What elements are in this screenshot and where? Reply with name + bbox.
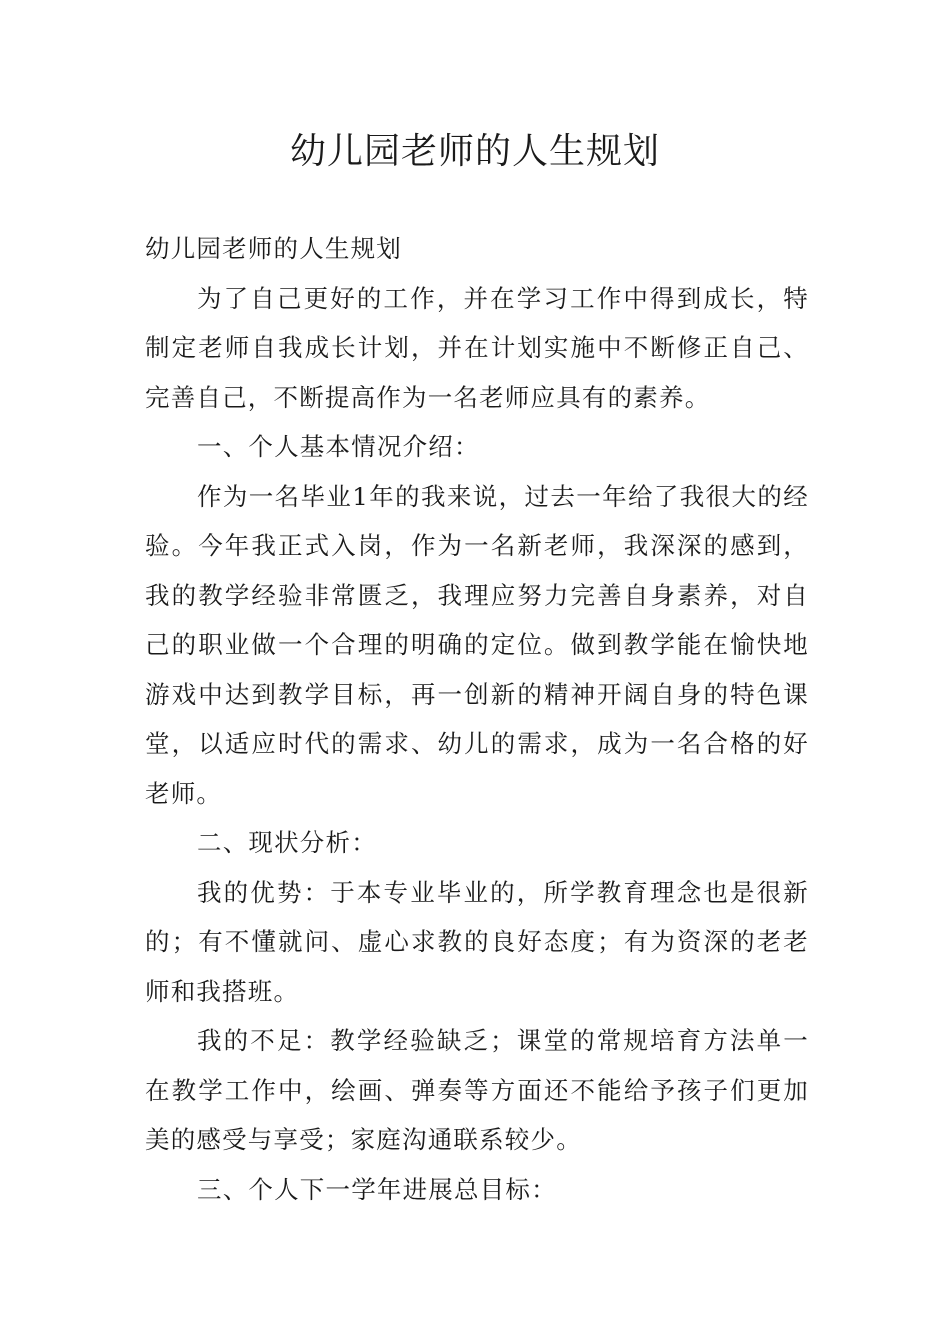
weaknesses-paragraph: 我的不足：教学经验缺乏；课堂的常规培育方法单一在教学工作中，绘画、弹奏等方面还不能给予孩子们更加美的感受与享受；家庭沟通联系较少。 bbox=[145, 1026, 809, 1154]
document-title: 幼儿园老师的人生规划 bbox=[289, 131, 660, 172]
section-heading-2: 二、现状分析： bbox=[197, 828, 377, 857]
section-heading-3: 三、个人下一学年进展总目标： bbox=[197, 1174, 557, 1204]
personal-situation-paragraph: 作为一名毕业1年的我来说，过去一年给了我很大的经验。今年我正式入岗，作为一名新老师，我深深的感到，我的教学经验非常匮乏，我理应努力完善自身素养，对自己的职业做一个合理的明确的定位。做到教学能在愉快地游戏中达到教学目标，再一创新的精神开阔自身的特色课堂，以适应时代的需求、幼儿的需求，成为一名合格的好老师。 bbox=[145, 481, 809, 808]
document-body bbox=[145, 224, 809, 1214]
intro-paragraph: 为了自己更好的工作，并在学习工作中得到成长，特制定老师自我成长计划，并在计划实施中不断修正自己、完善自己，不断提高作为一名老师应具有的素养。 bbox=[145, 283, 809, 412]
strengths-paragraph: 我的优势：于本专业毕业的，所学教育理念也是很新的；有不懂就问、虚心求教的良好态度；有为资深的老老师和我搭班。 bbox=[145, 877, 809, 1006]
section-heading-1: 一、个人基本情况介绍： bbox=[197, 432, 480, 461]
subtitle-paragraph: 幼儿园老师的人生规划 bbox=[145, 234, 402, 263]
